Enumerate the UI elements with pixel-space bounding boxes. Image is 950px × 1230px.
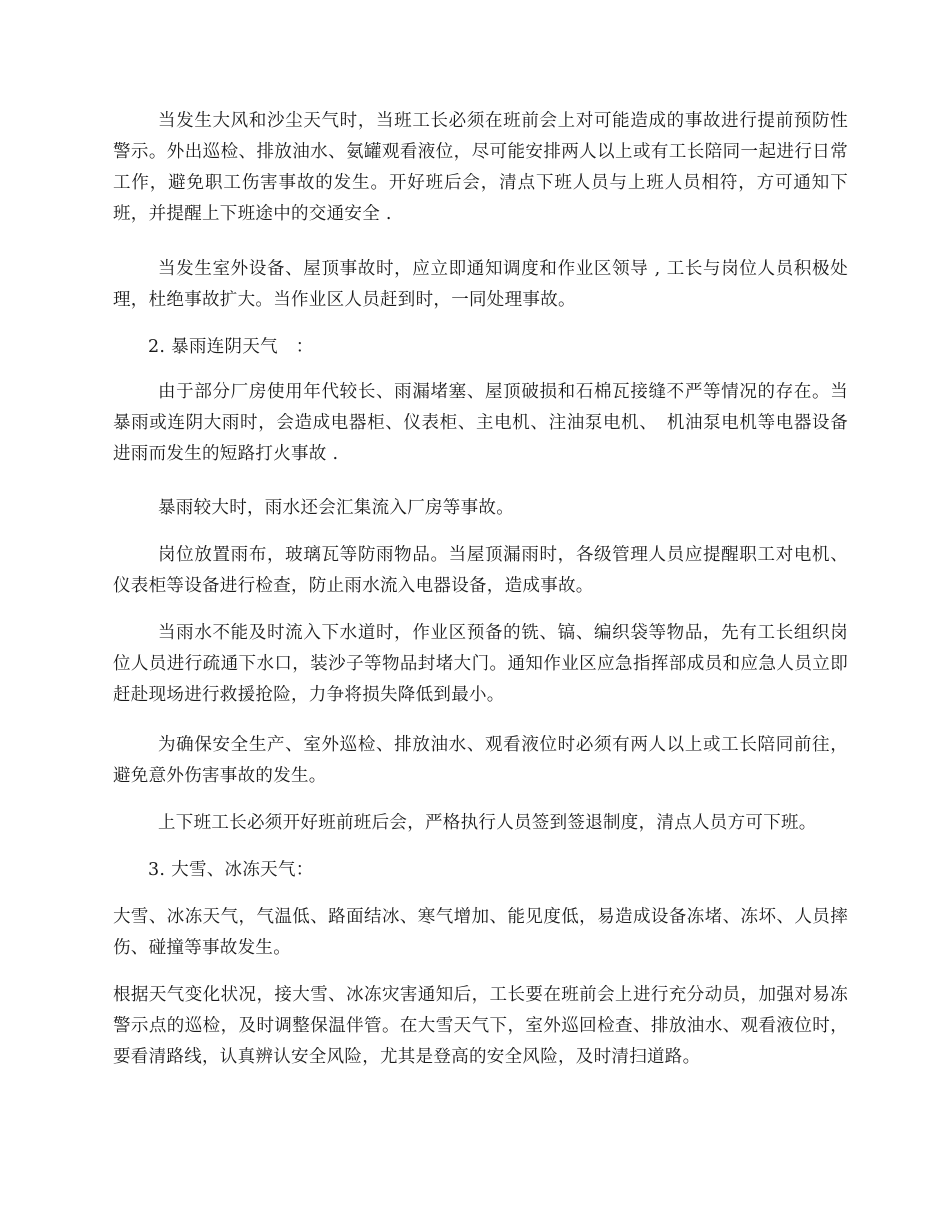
paragraph-outdoor-equipment-accident: 当发生室外设备、屋顶事故时，应立即通知调度和作业区领导 , 工长与岗位人员积极处理，杜绝事故扩大。当作业区人员赶到时，一同处理事故。	[113, 259, 848, 310]
paragraph-rainwater-flooding: 暴雨较大时，雨水还会汇集流入厂房等事故。	[158, 498, 514, 518]
paragraph-sandstorm-warning: 当发生大风和沙尘天气时，当班工长必须在班前会上对可能造成的事故进行提前预防性警示。外出巡检、排放油水、氨罐观看液位，尽可能安排两人以上或有工长陪同一起进行日常工作，避免职工伤害事故的发生。开好班后会，清点下班人员与上班人员相符，方可通知下班，并提醒上下班途中的交通安全 .	[113, 111, 848, 224]
paragraph-rainstorm-causes: 由于部分厂房使用年代较长、雨漏堵塞、屋顶破损和石棉瓦接缝不严等情况的存在。当暴雨或连阴大雨时，会造成电器柜、仪表柜、主电机、注油泵电机、 机油泵电机等电器设备进雨而发生的短路打火事故 .	[113, 382, 848, 464]
section-heading-snow-ice: 3. 大雪、冰冻天气：	[148, 860, 314, 880]
paragraph-shift-meetings: 上下班工长必须开好班前班后会，严格执行人员签到签退制度，清点人员方可下班。	[158, 813, 817, 833]
section-heading-rainstorm: 2. 暴雨连阴天气 ：	[148, 337, 314, 357]
paragraph-snow-ice-measures: 根据天气变化状况，接大雪、冰冻灾害通知后，工长要在班前会上进行充分动员，加强对易冻警示点的巡检，及时调整保温伴管。在大雪天气下，室外巡回检查、排放油水、观看液位时，要看清路线，认真辨认安全风险，尤其是登高的安全风险，及时清扫道路。	[113, 985, 848, 1067]
paragraph-snow-ice-hazards: 大雪、冰冻天气，气温低、路面结冰、寒气增加、能见度低，易造成设备冻堵、冻坏、人员摔伤、碰撞等事故发生。	[113, 907, 848, 958]
paragraph-safe-inspection: 为确保安全生产、室外巡检、排放油水、观看液位时必须有两人以上或工长陪同前往，避免意外伤害事故的发生。	[113, 735, 848, 786]
paragraph-rain-protection: 岗位放置雨布，玻璃瓦等防雨物品。当屋顶漏雨时，各级管理人员应提醒职工对电机、仪表柜等设备进行检查，防止雨水流入电器设备，造成事故。	[113, 545, 848, 596]
paragraph-drainage-response: 当雨水不能及时流入下水道时，作业区预备的铣、镐、编织袋等物品，先有工长组织岗位人员进行疏通下水口，装沙子等物品封堵大门。通知作业区应急指挥部成员和应急人员立即赶赴现场进行救援抢险，力争将损失降低到最小。	[113, 623, 848, 705]
